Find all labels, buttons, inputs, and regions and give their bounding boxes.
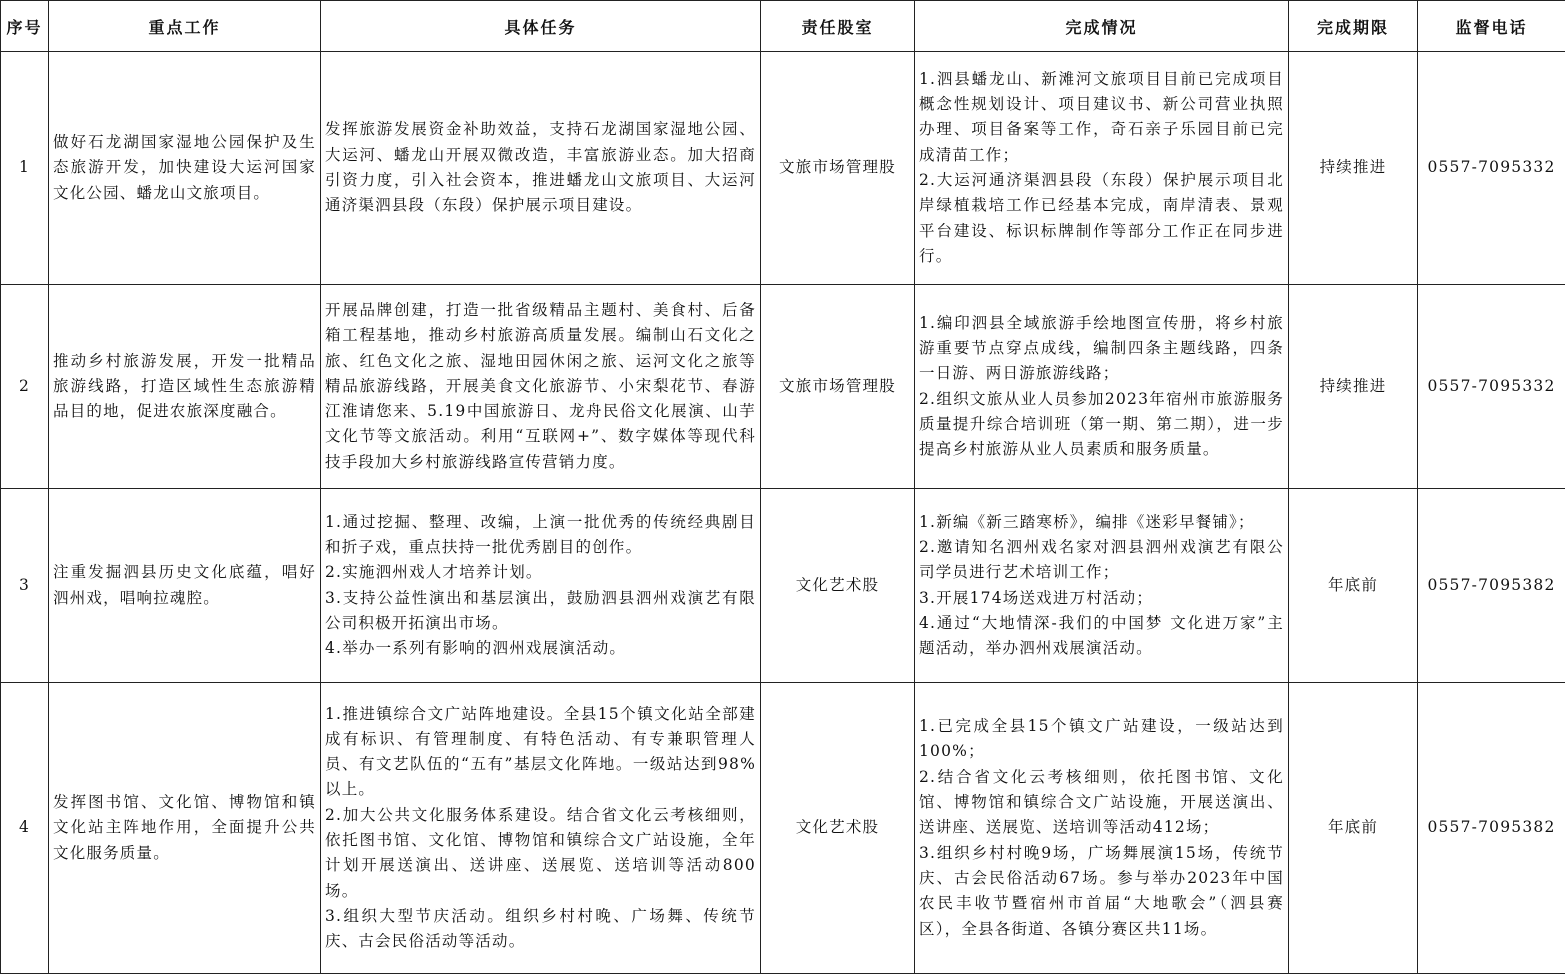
task-item: 发挥旅游发展资金补助效益，支持石龙湖国家湿地公园、大运河、蟠龙山开展双微改造，丰富旅游业态。加大招商引资力度，引入社会资本，推进蟠龙山文旅项目、大运河通济渠泗县段（东段）保护展示项目建设。 [325, 120, 756, 215]
task-item: 2.实施泗州戏人才培养计划。 [325, 563, 543, 582]
tasks-cell [321, 683, 761, 974]
progress-item: 2.组织文旅从业人员参加2023年宿州市旅游服务质量提升综合培训班（第一期、第二期），进一步提高乡村旅游从业人员素质和服务质量。 [919, 389, 1284, 459]
phone-cell: 0557-7095382 [1418, 683, 1565, 974]
progress-item: 3.开展174场送戏进万村活动； [919, 588, 1154, 607]
task-item: 1.通过挖掘、整理、改编，上演一批优秀的传统经典剧目和折子戏，重点扶持一批优秀剧目的创作。 [325, 512, 756, 556]
task-item: 3.支持公益性演出和基层演出，鼓励泗县泗州戏演艺有限公司积极开拓演出市场。 [325, 588, 756, 632]
table-row [1, 683, 1565, 974]
key-work-cell: 发挥图书馆、文化馆、博物馆和镇文化站主阵地作用，全面提升公共文化服务质量。 [49, 683, 321, 974]
progress-item: 1.泗县蟠龙山、新滩河文旅项目目前已完成项目概念性规划设计、项目建议书、新公司营业执照办理、项目备案等工作，奇石亲子乐园目前已完成清苗工作； [919, 69, 1284, 164]
deadline-cell: 持续推进 [1289, 285, 1418, 489]
row-index: 3 [1, 489, 49, 683]
key-work-cell: 做好石龙湖国家湿地公园保护及生态旅游开发，加快建设大运河国家文化公园、蟠龙山文旅项目。 [49, 52, 321, 285]
key-work-cell: 推动乡村旅游发展，开发一批精品旅游线路，打造区域性生态旅游精品目的地，促进农旅深度融合。 [49, 285, 321, 489]
deadline-cell: 年底前 [1289, 683, 1418, 974]
header-phone: 监督电话 [1418, 1, 1565, 52]
progress-item: 2.邀请知名泗州戏名家对泗县泗州戏演艺有限公司学员进行艺术培训工作； [919, 537, 1284, 582]
phone-cell: 0557-7095332 [1418, 285, 1565, 489]
row-index: 2 [1, 285, 49, 489]
header-tasks: 具体任务 [321, 1, 761, 52]
progress-cell [915, 285, 1289, 489]
task-item: 开展品牌创建，打造一批省级精品主题村、美食村、后备箱工程基地，推动乡村旅游高质量发展。编制山石文化之旅、红色文化之旅、湿地田园休闲之旅、运河文化之旅等精品旅游线路，开展美食文化旅游节、小宋梨花节、春游江淮请您来、5.19中国旅游日、龙舟民俗文化展演、山芋文化节等文旅活动。利用“互联网+”、数字媒体等现代科技手段加大乡村旅游线路宣传营销力度。 [325, 300, 756, 471]
progress-item: 2.大运河通济渠泗县段（东段）保护展示项目北岸绿植栽培工作已经基本完成，南岸清表、景观平台建设、标识标牌制作等部分工作正在同步进行。 [919, 171, 1284, 265]
department-cell: 文化艺术股 [761, 683, 915, 974]
row-index: 1 [1, 52, 49, 285]
tasks-cell [321, 285, 761, 489]
department-cell: 文旅市场管理股 [761, 285, 915, 489]
deadline-cell: 年底前 [1289, 489, 1418, 683]
progress-cell [915, 52, 1289, 285]
key-work-cell: 注重发掘泗县历史文化底蕴，唱好泗州戏，唱响拉魂腔。 [49, 489, 321, 683]
progress-item: 4.通过“大地情深-我们的中国梦 文化进万家”主题活动，举办泗州戏展演活动。 [919, 613, 1284, 658]
tasks-cell [321, 489, 761, 683]
progress-item: 1.新编《新三踏寒桥》，编排《迷彩早餐铺》； [919, 512, 1255, 531]
phone-cell: 0557-7095332 [1418, 52, 1565, 285]
progress-item: 1.已完成全县15个镇文广站建设，一级站达到100%； [919, 717, 1284, 761]
progress-item: 2.结合省文化云考核细则，依托图书馆、文化馆、博物馆和镇综合文广站设施，开展送演出、送讲座、送展览、送培训等活动412场； [919, 767, 1284, 837]
header-progress: 完成情况 [915, 1, 1289, 52]
task-item: 2.加大公共文化服务体系建设。结合省文化云考核细则，依托图书馆、文化馆、博物馆和镇综合文广站设施，全年计划开展送演出、送讲座、送展览、送培训等活动800场。 [325, 805, 756, 900]
phone-cell: 0557-7095382 [1418, 489, 1565, 683]
table-row [1, 489, 1565, 683]
header-key-work: 重点工作 [49, 1, 321, 52]
tasks-cell [321, 52, 761, 285]
task-item: 1.推进镇综合文广站阵地建设。全县15个镇文化站全部建成有标识、有管理制度、有特色活动、有专兼职管理人员、有文艺队伍的“五有”基层文化阵地。一级站达到98%以上。 [325, 704, 756, 799]
header-index: 序号 [1, 1, 49, 52]
table-row [1, 52, 1565, 285]
department-cell: 文旅市场管理股 [761, 52, 915, 285]
header-deadline: 完成期限 [1289, 1, 1418, 52]
deadline-cell: 持续推进 [1289, 52, 1418, 285]
header-department: 责任股室 [761, 1, 915, 52]
task-item: 3.组织大型节庆活动。组织乡村村晚、广场舞、传统节庆、古会民俗活动等活动。 [325, 906, 756, 951]
progress-item: 1.编印泗县全域旅游手绘地图宣传册，将乡村旅游重要节点穿点成线，编制四条主题线路，四条一日游、两日游旅游线路； [919, 313, 1284, 383]
department-cell: 文化艺术股 [761, 489, 915, 683]
table-row [1, 285, 1565, 489]
progress-cell [915, 683, 1289, 974]
task-item: 4.举办一系列有影响的泗州戏展演活动。 [325, 639, 627, 658]
row-index: 4 [1, 683, 49, 974]
progress-item: 3.组织乡村村晚9场，广场舞展演15场，传统节庆、古会民俗活动67场。参与举办2023年中国农民丰收节暨宿州市首届“大地歌会”（泗县赛区），全县各街道、各镇分赛区共11场。 [919, 843, 1284, 938]
header-row [1, 1, 1565, 52]
progress-cell [915, 489, 1289, 683]
